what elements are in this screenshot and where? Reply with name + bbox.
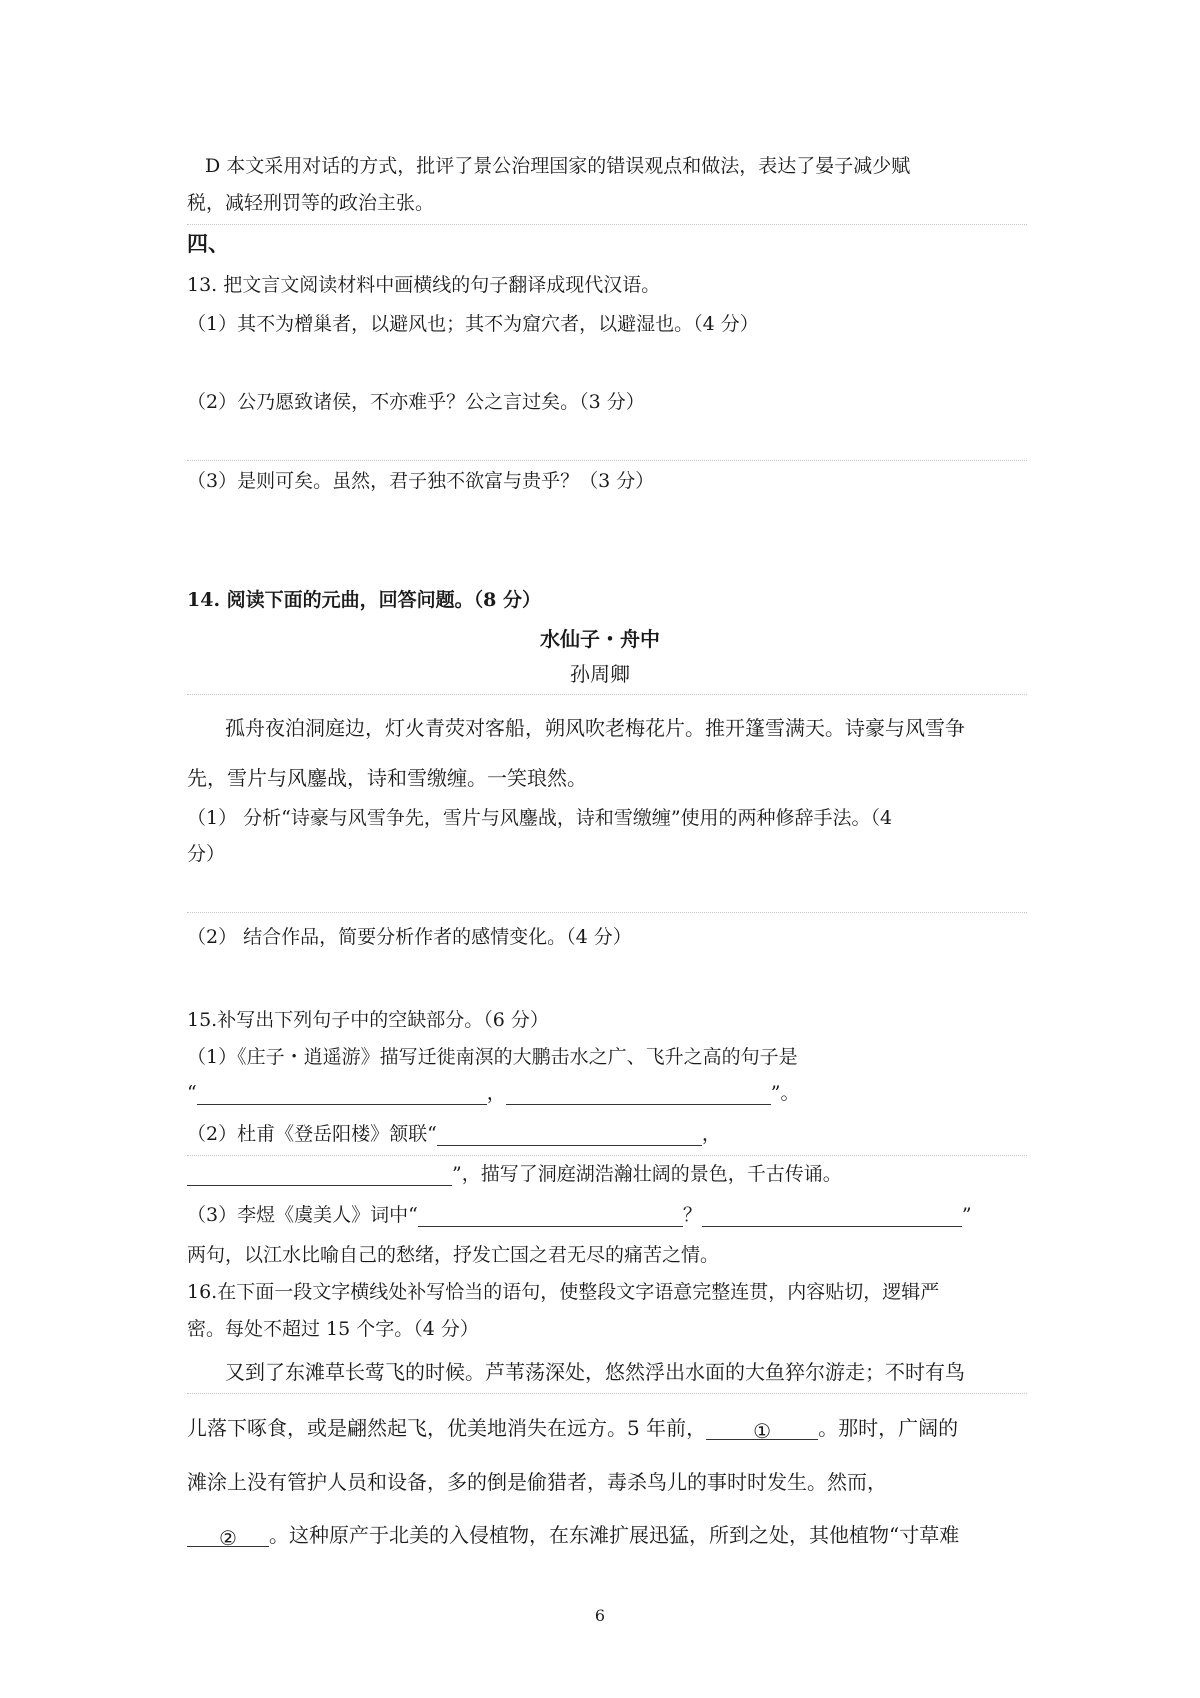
answer-blank[interactable] (702, 1206, 962, 1227)
q14-title: 14. 阅读下面的元曲，回答问题。（8 分） (187, 589, 542, 611)
q16-para-text: 。那时，广阔的 (818, 1416, 959, 1440)
answer-blank[interactable] (437, 1125, 702, 1146)
q13-title: 13. 把文言文阅读材料中画横线的句子翻译成现代汉语。 (187, 274, 661, 296)
answer-blank[interactable] (418, 1206, 683, 1227)
q15-item1-line1: （1）《庄子・逍遥游》描写迁徙南溟的大鹏击水之广、飞升之高的句子是 (187, 1046, 798, 1068)
dotted-separator (187, 694, 1027, 695)
close-quote: ”。 (770, 1082, 800, 1104)
q16-title-line1: 16.在下面一段文字横线处补写恰当的语句，使整段文字语意完整连贯，内容贴切，逻辑严 (187, 1281, 940, 1303)
q15-item3-line2: 两句，以江水比喻自己的愁绪，抒发亡国之君无尽的痛苦之情。 (187, 1244, 720, 1266)
poem-title: 水仙子・舟中 (540, 627, 660, 651)
q15-item3-line1 (187, 1203, 972, 1227)
q12-option-d-line2: 税，减轻刑罚等的政治主张。 (187, 192, 435, 214)
poem-author: 孙周卿 (570, 662, 630, 686)
q15-item1-line2 (187, 1081, 799, 1105)
page-number: 6 (594, 1606, 606, 1625)
answer-blank-1[interactable]: ① (706, 1419, 818, 1440)
q12-option-d-line1: D 本文采用对话的方式，批评了景公治理国家的错误观点和做法，表达了晏子减少赋 (205, 155, 911, 177)
q14-sub1-line2: 分） (187, 843, 226, 865)
comma: ， (486, 1082, 506, 1104)
q14-sub1-line1: （1） 分析“诗豪与风雪争先，雪片与风鏖战，诗和雪缴缠”使用的两种修辞手法。（4 (187, 807, 893, 829)
dotted-separator (187, 1155, 1027, 1156)
dotted-separator (187, 460, 1027, 461)
q15-item2-prefix: （2）杜甫《登岳阳楼》颔联“ (187, 1123, 437, 1145)
q15-item2-line1 (187, 1122, 721, 1146)
q13-item-1: （1）其不为橧巢者，以避风也；其不为窟穴者，以避湿也。（4 分） (187, 313, 759, 335)
dotted-separator (187, 912, 1027, 913)
question-mark: ？ (682, 1204, 702, 1226)
q16-para-text: 儿落下啄食，或是翩然起飞，优美地消失在远方。5 年前， (187, 1416, 707, 1440)
q16-para-text: 。这种原产于北美的入侵植物，在东滩扩展迅猛，所到之处，其他植物“寸草难 (269, 1523, 960, 1547)
q15-item2-line2 (187, 1162, 842, 1186)
dotted-separator (187, 224, 1027, 225)
q13-item-2: （2）公乃愿致诸侯，不亦难乎？公之言过矣。（3 分） (187, 391, 645, 413)
poem-line-2: 先，雪片与风鏖战，诗和雪缴缠。一笑琅然。 (187, 766, 587, 790)
answer-blank-2[interactable]: ② (187, 1526, 269, 1547)
comma: ， (701, 1123, 721, 1145)
q14-sub2: （2） 结合作品，简要分析作者的感情变化。（4 分） (187, 926, 632, 948)
section-heading: 四、 (187, 231, 229, 256)
answer-blank[interactable] (187, 1165, 452, 1186)
q16-para-line3: 滩涂上没有管护人员和设备，多的倒是偷猎者，毒杀鸟儿的事时时发生。然而， (187, 1470, 887, 1494)
close-quote: ” (961, 1204, 972, 1226)
q15-item2-suffix: ”，描写了洞庭湖浩瀚壮阔的景色，千古传诵。 (452, 1163, 842, 1185)
q15-title: 15.补写出下列句子中的空缺部分。（6 分） (187, 1009, 549, 1031)
answer-blank[interactable] (197, 1084, 487, 1105)
q16-para-line4 (187, 1523, 960, 1550)
q15-item3-prefix: （3）李煜《虞美人》词中“ (187, 1204, 418, 1226)
q13-item-3: （3）是则可矣。虽然，君子独不欲富与贵乎？（3 分） (187, 470, 655, 492)
open-quote: “ (187, 1082, 197, 1104)
answer-blank[interactable] (506, 1084, 771, 1105)
q16-para-line2 (187, 1416, 959, 1443)
dotted-separator (187, 1393, 1027, 1394)
q16-para-line1: 又到了东滩草长莺飞的时候。芦苇荡深处，悠然浮出水面的大鱼猝尔游走；不时有鸟 (225, 1360, 965, 1384)
q16-title-line2: 密。每处不超过 15 个字。（4 分） (187, 1318, 479, 1340)
poem-line-1: 孤舟夜泊洞庭边，灯火青荧对客船，朔风吹老梅花片。推开篷雪满天。诗豪与风雪争 (225, 716, 965, 740)
